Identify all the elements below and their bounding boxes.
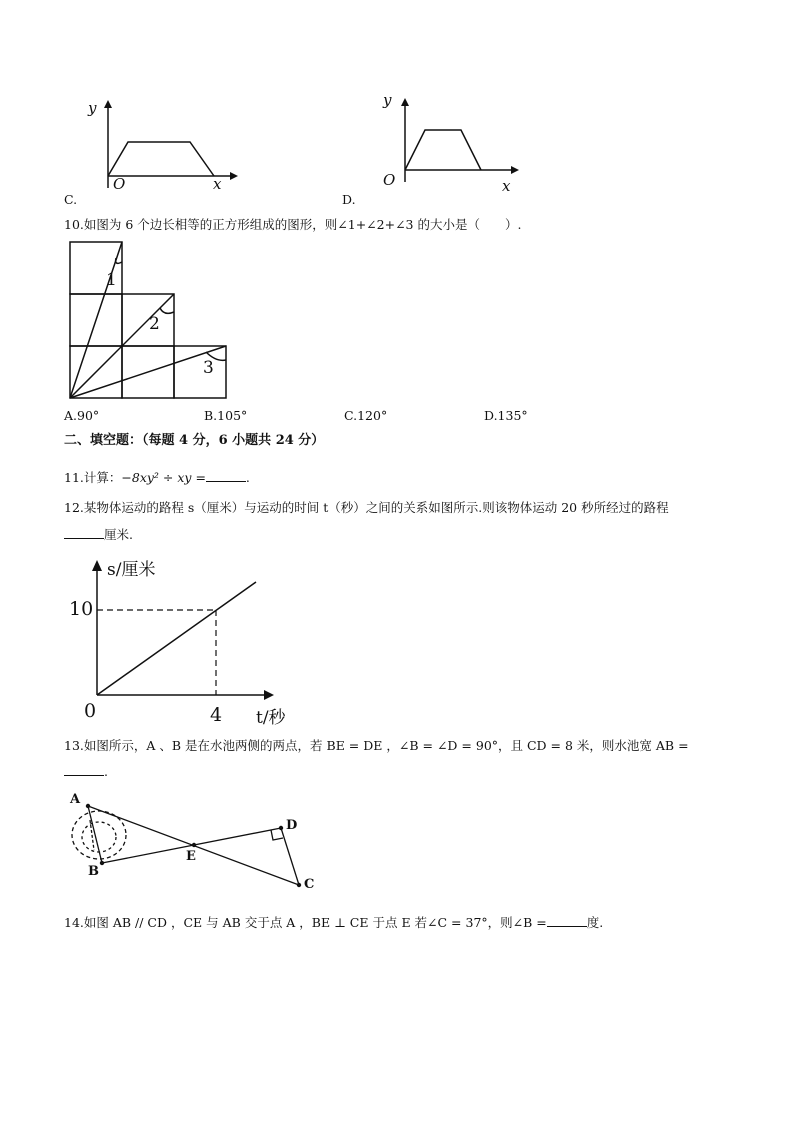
q11-line <box>64 468 250 486</box>
option-c-label: C. <box>64 192 78 207</box>
d-origin-label: O <box>383 171 396 189</box>
c-origin-label: O <box>113 175 126 193</box>
q13-suffix: . <box>104 764 108 779</box>
angle-3-label: 3 <box>203 358 214 378</box>
q12-x-axis-label: t/秒 <box>256 708 286 728</box>
q13-pond-figure <box>64 790 334 900</box>
q11-answer-blank[interactable] <box>206 468 246 482</box>
q13-stem-line2 <box>64 762 108 780</box>
q14-suffix: 度. <box>586 915 604 930</box>
q11-suffix: . <box>245 470 250 485</box>
q14-answer-blank[interactable] <box>547 913 587 927</box>
q12-x-tick-4: 4 <box>210 704 223 726</box>
q12-y-axis-label: s/厘米 <box>107 560 156 580</box>
q14-stem: 14.如图 AB // CD ，CE 与 AB 交于点 A ，BE ⊥ CE 于点 E 若∠C = 37°，则∠B = <box>64 915 547 930</box>
q12-y-tick-10: 10 <box>69 598 94 620</box>
q10-option-c[interactable]: C.120° <box>344 408 388 423</box>
q12-stem-line2 <box>64 525 133 543</box>
q13-point-e: E <box>186 849 196 864</box>
q13-point-a: A <box>70 792 81 807</box>
q12-answer-blank[interactable] <box>64 525 104 539</box>
q13-stem-line1: 13.如图所示，A 、B 是在水池两侧的两点，若 BE = DE ，∠B = ∠D = 90°，且 CD = 8 米，则水池宽 AB = <box>64 738 689 753</box>
option-d-graph <box>385 92 535 195</box>
option-d-label: D. <box>342 192 356 207</box>
q13-answer-blank[interactable] <box>64 762 104 776</box>
q10-option-a[interactable]: A.90° <box>64 408 100 423</box>
d-axis-y-label: y <box>383 91 392 109</box>
angle-2-label: 2 <box>149 314 160 334</box>
q10-option-b[interactable]: B.105° <box>204 408 248 423</box>
section2-heading: 二、填空题：（每题 4 分，6 小题共 24 分） <box>64 433 325 448</box>
d-axis-x-label: x <box>502 177 511 195</box>
q12-suffix: 厘米. <box>104 527 133 542</box>
q10-stem: 10.如图为 6 个边长相等的正方形组成的图形，则∠1+∠2+∠3 的大小是（ ）. <box>64 217 522 232</box>
q12-distance-time-chart <box>60 555 310 725</box>
q11-prefix: 11.计算： <box>64 470 122 485</box>
q12-origin-label: 0 <box>84 700 97 722</box>
c-axis-y-label: y <box>88 99 97 117</box>
q12-stem-line1: 12.某物体运动的路程 s（厘米）与运动的时间 t（秒）之间的关系如图所示.则该物体运动 20 秒所经过的路程 <box>64 500 669 515</box>
q13-point-b: B <box>88 864 99 879</box>
c-axis-x-label: x <box>213 175 222 193</box>
q14-line <box>64 913 603 931</box>
q13-point-d: D <box>286 818 298 833</box>
q10-option-d[interactable]: D.135° <box>484 408 528 423</box>
angle-1-label: 1 <box>106 270 117 290</box>
q11-expression: −8xy² ÷ xy = <box>121 470 206 485</box>
q13-point-c: C <box>304 877 315 892</box>
